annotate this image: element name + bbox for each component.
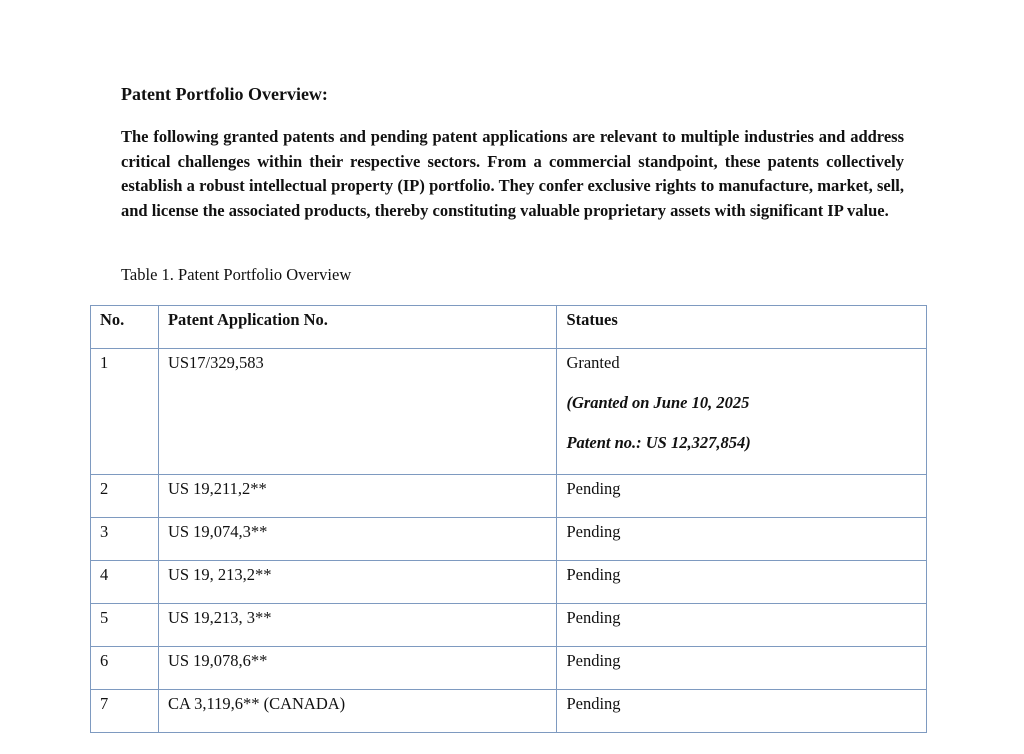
cell-application: US 19, 213,2** (158, 561, 557, 604)
table-row (91, 647, 927, 690)
cell-status: Pending (557, 690, 927, 733)
table-row (91, 561, 927, 604)
intro-paragraph: The following granted patents and pending patent applications are relevant to multiple industries and address critical challenges within their respective sectors. From a commercial standpoint, these patents collectively establish a robust intellectual property (IP) portfolio. They confer exclusive rights to manufacture, market, sell, and license the associated products, thereby constituting valuable proprietary assets with significant IP value. (121, 127, 904, 220)
cell-no: 6 (91, 647, 159, 690)
patent-number-note: Patent no.: US 12,327,854) (566, 433, 751, 452)
cell-no: 1 (91, 349, 159, 475)
cell-status: Pending (557, 647, 927, 690)
header-status: Statues (557, 306, 927, 349)
table-header-row (91, 306, 927, 349)
cell-application: US17/329,583 (158, 349, 557, 475)
cell-no: 3 (91, 518, 159, 561)
table-row (91, 475, 927, 518)
header-no: No. (91, 306, 159, 349)
cell-status: Pending (557, 561, 927, 604)
patent-portfolio-table (90, 305, 927, 733)
section-heading: Patent Portfolio Overview: (121, 84, 328, 104)
cell-application: US 19,211,2** (158, 475, 557, 518)
cell-no: 4 (91, 561, 159, 604)
cell-status: Pending (557, 604, 927, 647)
cell-application: US 19,213, 3** (158, 604, 557, 647)
cell-no: 7 (91, 690, 159, 733)
table-row (91, 690, 927, 733)
cell-application: US 19,074,3** (158, 518, 557, 561)
grant-date-note: (Granted on June 10, 2025 (566, 393, 750, 412)
table-caption: Table 1. Patent Portfolio Overview (121, 265, 352, 284)
cell-status (557, 349, 927, 475)
cell-status: Pending (557, 475, 927, 518)
cell-no: 2 (91, 475, 159, 518)
header-application: Patent Application No. (158, 306, 557, 349)
cell-application: CA 3,119,6** (CANADA) (158, 690, 557, 733)
table-row (91, 518, 927, 561)
table-row (91, 349, 927, 475)
table-row (91, 604, 927, 647)
cell-status: Pending (557, 518, 927, 561)
cell-no: 5 (91, 604, 159, 647)
status-text: Granted (566, 353, 620, 372)
cell-application: US 19,078,6** (158, 647, 557, 690)
